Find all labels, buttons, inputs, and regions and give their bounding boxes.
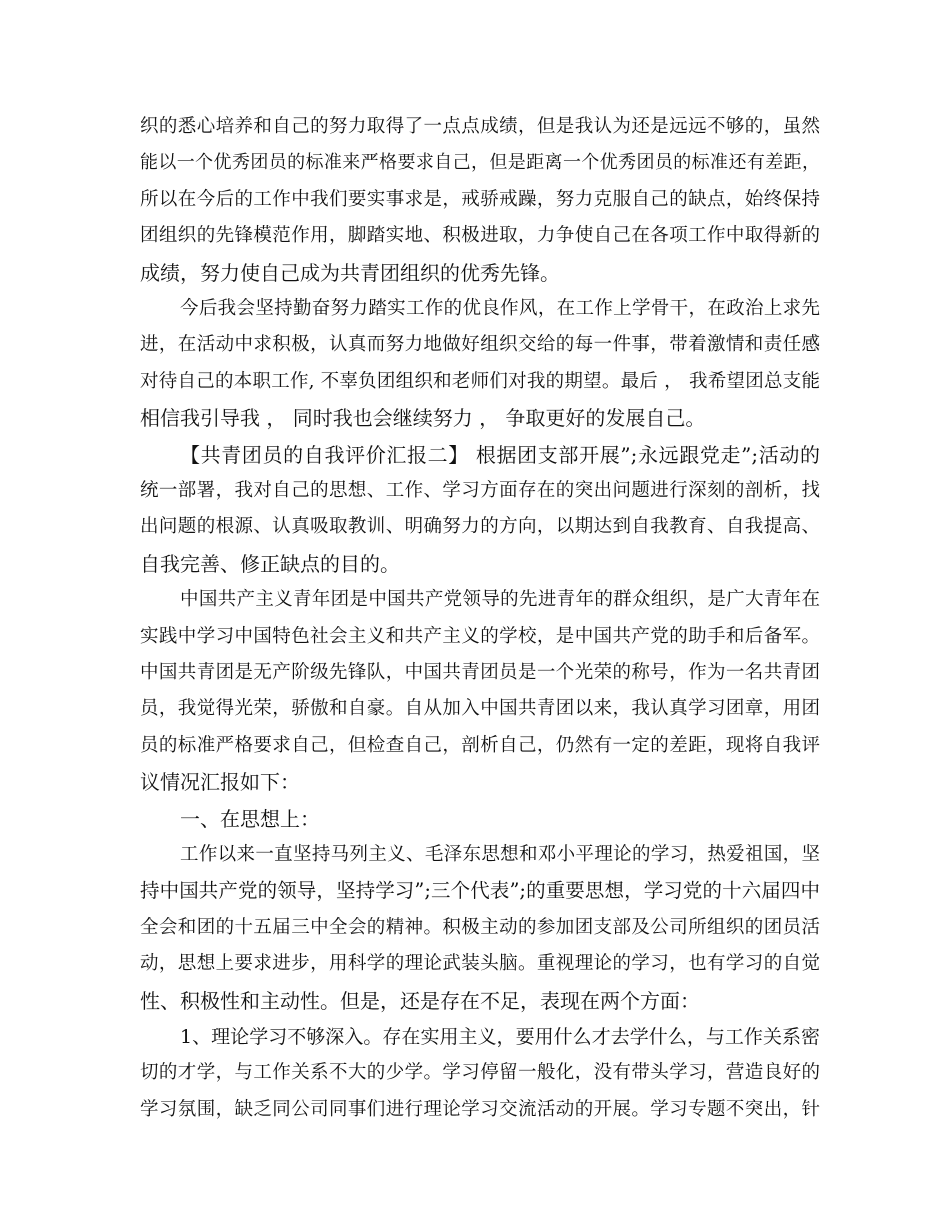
text-line: 中国共产主义青年团是中国共产党领导的先进青年的群众组织，是广大青年在 [180,589,820,610]
text-line: 全会和团的十五届三中全会的精神。积极主动的参加团支部及公司所组织的团员活 [140,917,820,938]
text-line: 今后我会坚持勤奋努力踏实工作的优良作风，在工作上学骨干，在政治上求先 [180,298,820,319]
text-line: 一、在思想上： [180,807,320,831]
text-line: 切的才学，与工作关系不大的少学。学习停留一般化，没有带头学习，营造良好的 [140,1062,820,1083]
text-line: 织的悉心培养和自己的努力取得了一点点成绩，但是我认为还是远远不够的，虽然 [140,116,820,137]
text-line: 1、理论学习不够深入。存在实用主义，要用什么才去学什么，与工作关系密 [180,1026,820,1048]
text-line: 团组织的先锋模范作用，脚踏实地、积极进取，力争使自己在各项工作中取得新的 [140,225,820,246]
text-line: 议情况汇报如下： [140,770,300,794]
text-line: 对待自己的本职工作, 不辜负团组织和老师们对我的期望。最后 ， 我希望团总支能 [140,371,820,392]
text-line: 动，思想上要求进步，用科学的理论武装头脑。重视理论的学习，也有学习的自觉 [140,953,820,974]
text-line: 实践中学习中国特色社会主义和共产主义的学校，是中国共产党的助手和后备军。 [140,626,820,647]
text-line: 员，我觉得光荣，骄傲和自豪。自从加入中国共青团以来，我认真学习团章，用团 [140,698,820,719]
text-line: 相信我引导我 ， 同时我也会继续努力 ， 争取更好的发展自己。 [140,406,706,430]
text-line: 工作以来一直坚持马列主义、毛泽东思想和邓小平理论的学习，热爱祖国，坚 [180,844,820,865]
text-line: 所以在今后的工作中我们要实事求是，戒骄戒躁，努力克服自己的缺点，始终保持 [140,189,820,210]
text-line: 学习氛围，缺乏同公司同事们进行理论学习交流活动的开展。学习专题不突出，针 [140,1099,820,1120]
text-line: 统一部署，我对自己的思想、工作、学习方面存在的突出问题进行深刻的剖析，找 [140,480,820,501]
text-line: 【共青团员的自我评价汇报二】 根据团支部开展”;永远跟党走”;活动的 [180,443,820,467]
text-line: 进，在活动中求积极，认真而努力地做好组织交给的每一件事，带着激情和责任感 [140,334,820,355]
text-line: 性、积极性和主动性。但是，还是存在不足，表现在两个方面： [140,989,700,1013]
text-line: 中国共青团是无产阶级先锋队，中国共青团员是一个光荣的称号，作为一名共青团 [140,662,820,683]
text-line: 员的标准严格要求自己，但检查自己，剖析自己，仍然有一定的差距，现将自我评 [140,735,820,756]
text-line: 成绩，努力使自己成为共青团组织的优秀先锋。 [140,261,560,285]
text-line: 自我完善、修正缺点的目的。 [140,552,400,576]
text-line: 持中国共产党的领导，坚持学习”;三个代表”;的重要思想，学习党的十六届四中 [140,879,820,902]
text-line: 出问题的根源、认真吸取教训、明确努力的方向，以期达到自我教育、自我提高、 [140,516,820,537]
text-line: 能以一个优秀团员的标准来严格要求自己，但是距离一个优秀团员的标准还有差距， [140,152,820,173]
